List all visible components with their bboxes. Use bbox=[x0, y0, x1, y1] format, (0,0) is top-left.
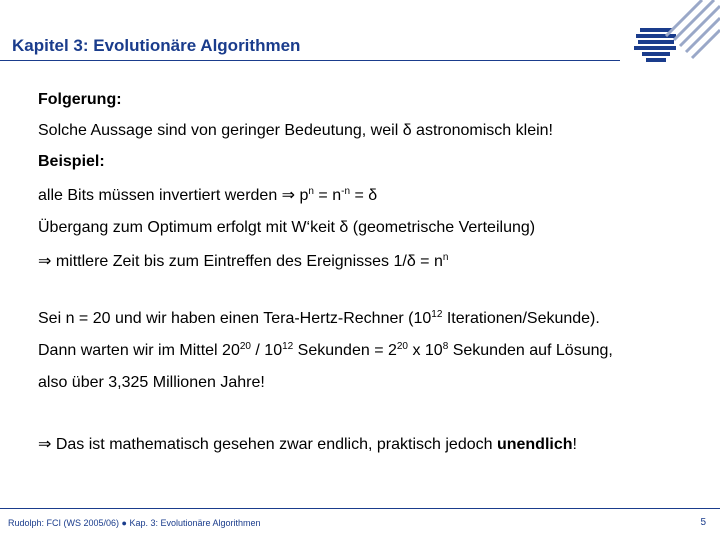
bits-formula bbox=[38, 185, 377, 205]
tera-hertz-pre: Sei n = 20 und wir haben einen Tera-Hertz-Rechner (10 bbox=[38, 310, 432, 327]
tera-hertz-text bbox=[38, 310, 600, 328]
bits-formula-pre: alle Bits müssen invertiert werden ⇒ p bbox=[38, 187, 309, 204]
wait-exponent-3: 20 bbox=[396, 341, 408, 352]
wait-time-text bbox=[38, 342, 613, 360]
mean-time-text: ⇒ mittlere Zeit bis zum Eintreffen des Ereignisses 1/δ = n bbox=[38, 253, 443, 270]
years-text: also über 3,325 Millionen Jahre! bbox=[38, 374, 265, 391]
footer-divider bbox=[0, 508, 720, 509]
bits-exponent-minus-n: -n bbox=[341, 186, 351, 197]
final-conclusion-pre: ⇒ Das ist mathematisch gesehen zwar endlich, praktisch jedoch bbox=[38, 436, 497, 453]
tera-hertz-exponent: 12 bbox=[431, 309, 443, 320]
tera-hertz-post: Iterationen/Sekunde). bbox=[442, 310, 600, 327]
wait-part-e: Sekunden auf Lösung, bbox=[448, 342, 613, 359]
wait-part-c: Sekunden = 2 bbox=[293, 342, 397, 359]
wait-exponent-2: 12 bbox=[282, 341, 294, 352]
header-divider bbox=[0, 60, 620, 61]
bits-formula-post: = δ bbox=[350, 187, 378, 204]
wait-part-a: Dann warten wir im Mittel 20 bbox=[38, 342, 240, 359]
bits-exponent-n: n bbox=[308, 186, 314, 197]
university-logo-icon bbox=[620, 0, 720, 66]
slide-title: Kapitel 3: Evolutionäre Algorithmen bbox=[12, 36, 301, 55]
wait-part-b: / 10 bbox=[250, 342, 283, 359]
final-conclusion bbox=[38, 434, 577, 454]
conclusion-heading: Folgerung: bbox=[38, 91, 122, 108]
footer-text: Rudolph: FCI (WS 2005/06) ● Kap. 3: Evolutionäre Algorithmen bbox=[8, 518, 261, 528]
transition-text: Übergang zum Optimum erfolgt mit W‘keit δ (geometrische Verteilung) bbox=[38, 219, 536, 236]
mean-time-formula bbox=[38, 251, 448, 271]
mean-time-exponent: n bbox=[442, 252, 449, 263]
final-conclusion-emphasis: unendlich bbox=[496, 436, 573, 453]
example-heading: Beispiel: bbox=[38, 153, 105, 170]
wait-exponent-1: 20 bbox=[239, 341, 251, 352]
final-conclusion-post: ! bbox=[572, 436, 577, 453]
conclusion-text: Solche Aussage sind von geringer Bedeutung, weil δ astronomisch klein! bbox=[38, 122, 553, 139]
wait-exponent-4: 8 bbox=[442, 341, 449, 352]
page-number: 5 bbox=[700, 517, 706, 528]
bits-formula-mid: = n bbox=[313, 187, 342, 204]
wait-part-d: x 10 bbox=[408, 342, 443, 359]
